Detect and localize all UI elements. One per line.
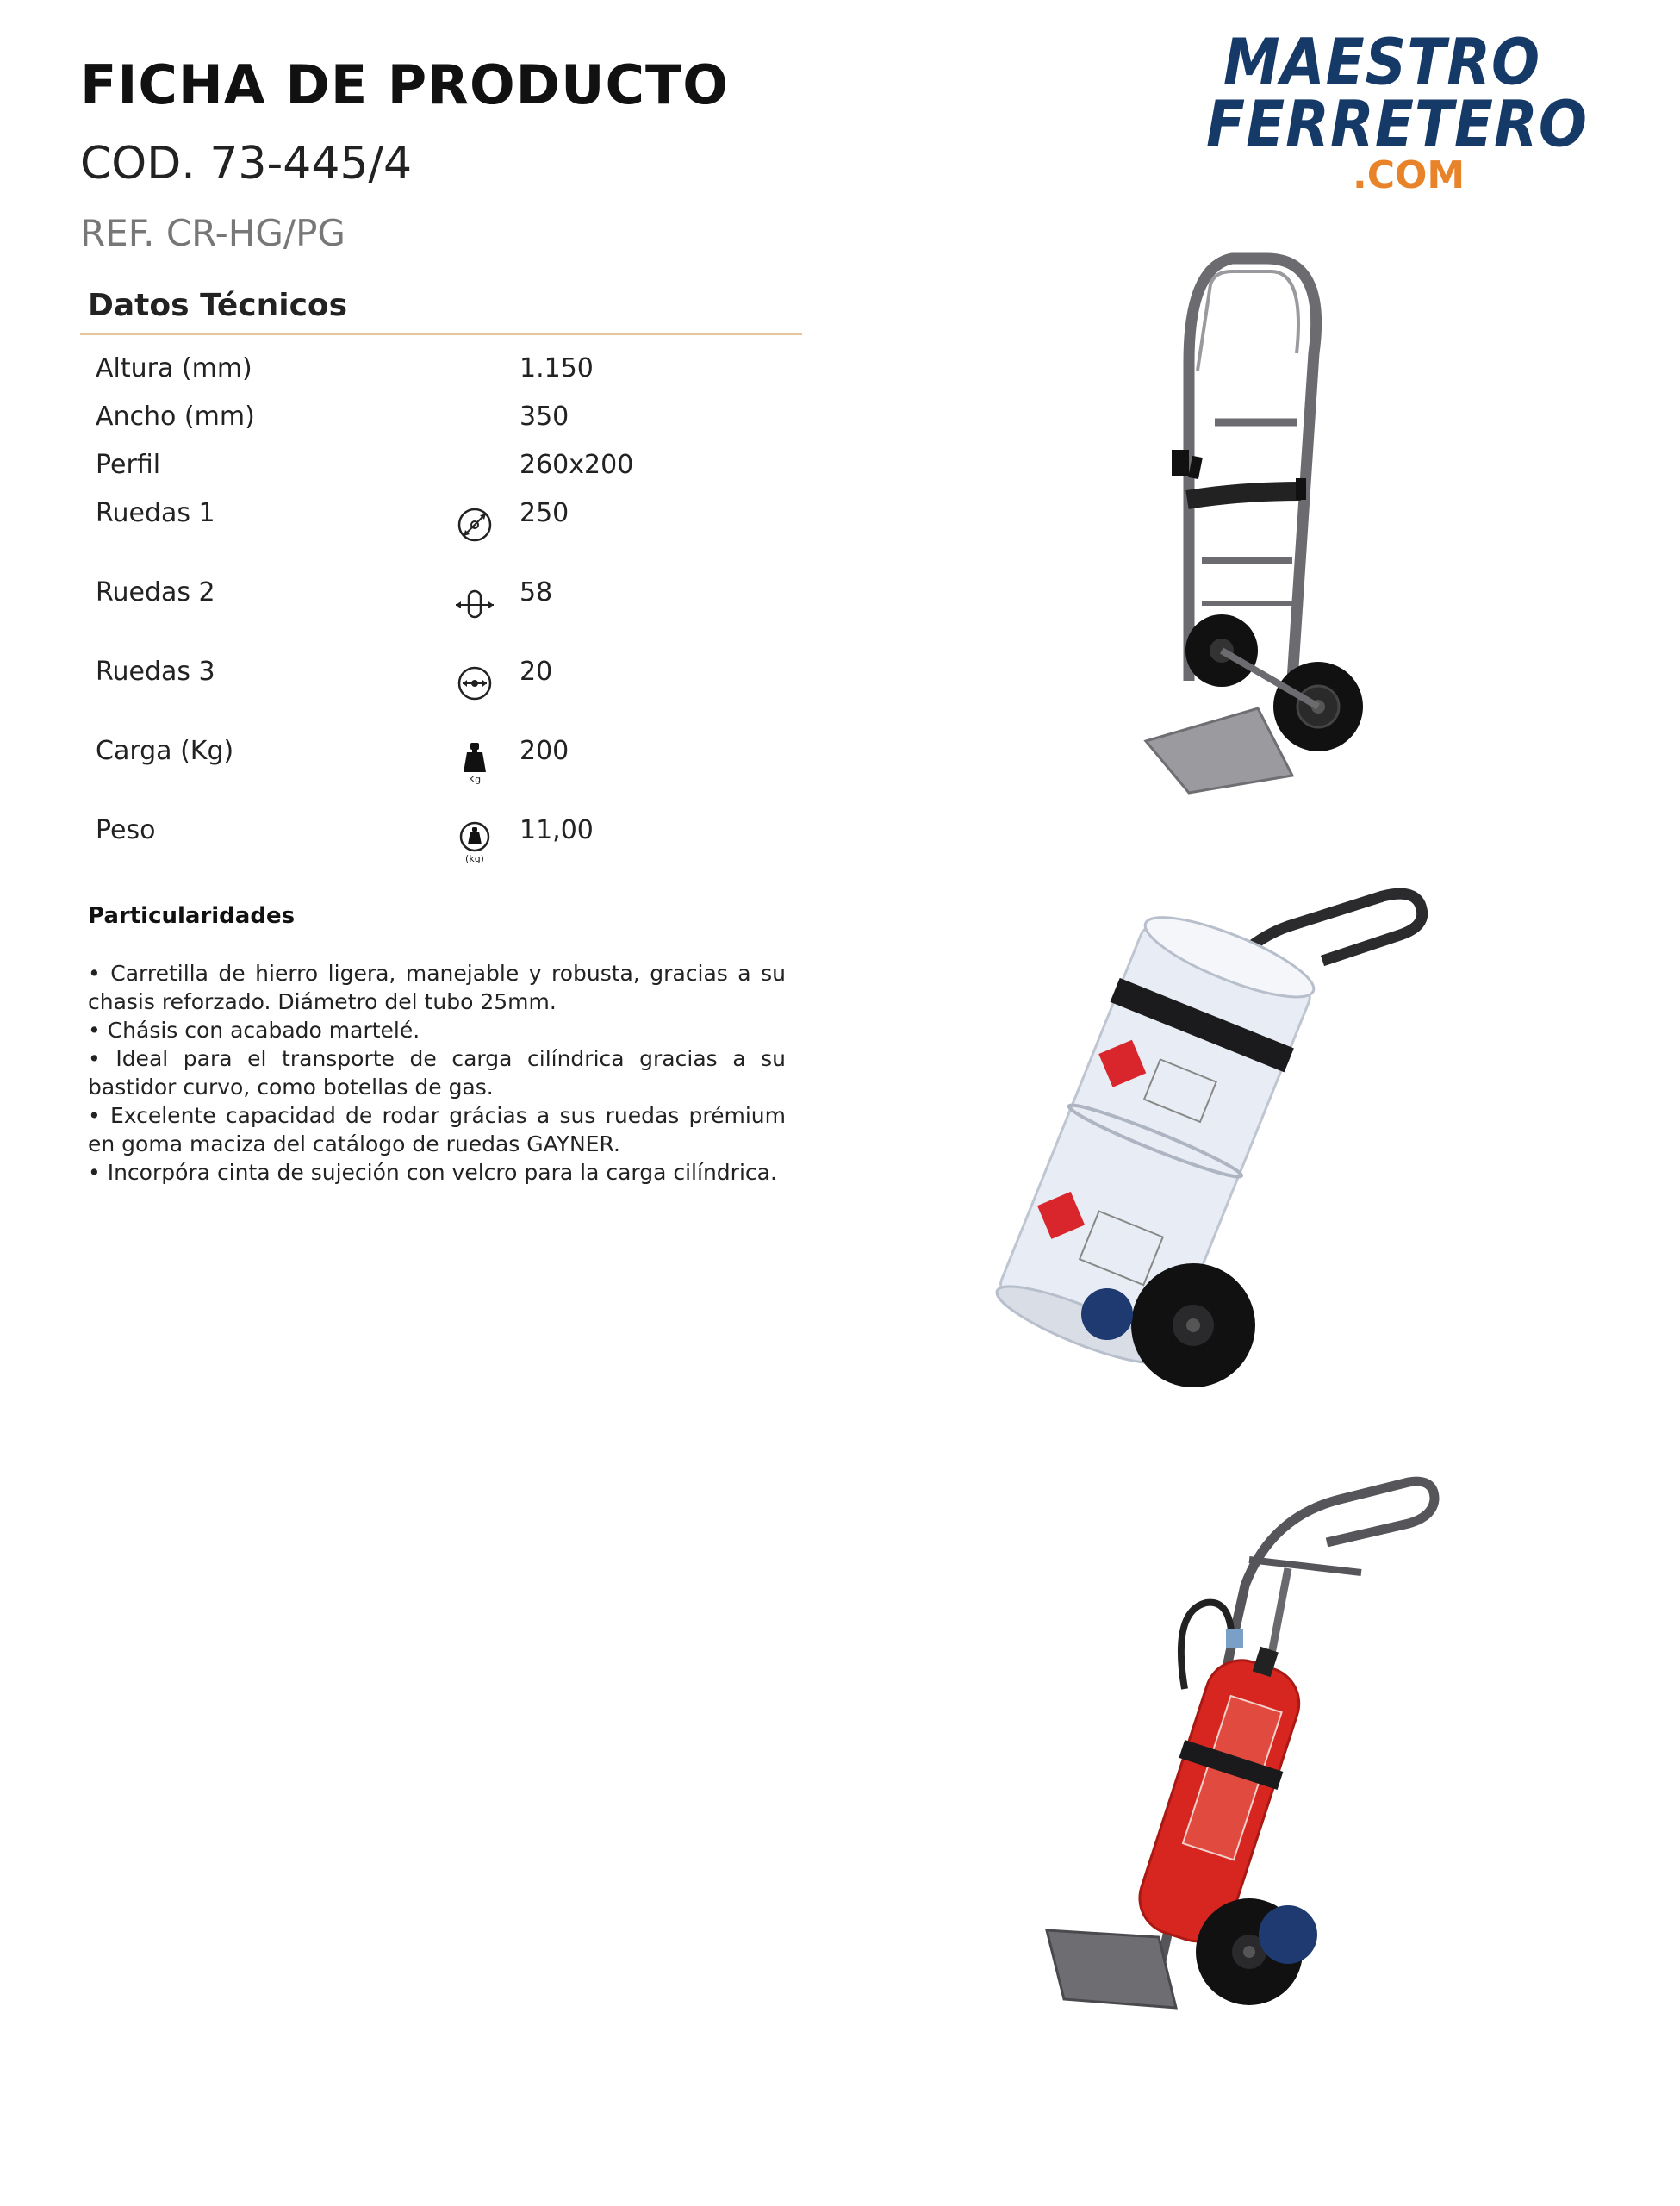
spec-row-perfil <box>96 450 802 502</box>
spec-row-ancho <box>96 402 802 453</box>
logo-line-com: .COM <box>1353 153 1465 197</box>
hand-truck-with-extinguisher-photo <box>1030 1465 1443 2016</box>
spec-row-carga <box>96 736 802 788</box>
hand-truck-with-drum-photo <box>969 879 1495 1413</box>
page-title: FICHA DE PRODUCTO <box>80 53 729 116</box>
spec-value: 11,00 <box>520 815 594 845</box>
spec-label: Ancho (mm) <box>96 402 255 432</box>
feature-item: • Incorpóra cinta de sujeción con velcro para la carga cilíndrica. <box>88 1160 777 1185</box>
features-list <box>88 959 786 1187</box>
features-title: Particularidades <box>88 903 296 929</box>
spec-label: Carga (Kg) <box>96 736 234 766</box>
brand-logo <box>1206 25 1588 207</box>
spec-value: 250 <box>520 498 569 528</box>
spec-label: Ruedas 3 <box>96 657 215 687</box>
wheel-diameter-icon <box>453 502 496 553</box>
load-weight-icon <box>453 739 496 791</box>
spec-value: 200 <box>520 736 569 766</box>
spec-row-ruedas-3 <box>96 657 802 708</box>
spec-row-peso <box>96 815 802 867</box>
feature-item: • Carretilla de hierro ligera, manejable y robusta, gracias a su chasis reforzado. Diámetro del tubo 25mm. <box>88 961 786 1014</box>
spec-row-ruedas-1 <box>96 498 802 550</box>
section-divider <box>80 333 802 335</box>
spec-label: Altura (mm) <box>96 353 252 383</box>
icon-caption: (kg) <box>465 853 484 864</box>
spec-value: 1.150 <box>520 353 594 383</box>
feature-item: • Chásis con acabado martelé. <box>88 1018 420 1043</box>
logo-line-maestro: MAESTRO <box>1223 25 1541 100</box>
product-weight-icon <box>453 819 496 870</box>
product-code: COD. 73-445/4 <box>80 138 413 190</box>
spec-label: Peso <box>96 815 156 845</box>
logo-line-ferretero: FERRETERO <box>1206 87 1588 162</box>
icon-caption: Kg <box>468 774 482 785</box>
spec-value: 260x200 <box>520 450 634 480</box>
spec-label: Ruedas 1 <box>96 498 215 528</box>
spec-label: Perfil <box>96 450 161 480</box>
feature-item: • Excelente capacidad de rodar grácias a sus ruedas prémium en goma maciza del catálogo de ruedas GAYNER. <box>88 1103 786 1156</box>
specs-title: Datos Técnicos <box>88 288 348 323</box>
feature-item: • Ideal para el transporte de carga cilíndrica gracias a su bastidor curvo, como botellas de gas. <box>88 1046 786 1100</box>
spec-value: 20 <box>520 657 553 687</box>
spec-value: 350 <box>520 402 569 432</box>
spec-value: 58 <box>520 577 553 608</box>
spec-row-altura <box>96 353 802 405</box>
spec-label: Ruedas 2 <box>96 577 215 608</box>
product-reference: REF. CR-HG/PG <box>80 212 345 254</box>
axle-diameter-icon <box>453 660 496 712</box>
hand-truck-photo <box>1120 250 1404 810</box>
spec-row-ruedas-2 <box>96 577 802 629</box>
wheel-width-icon <box>453 581 496 633</box>
